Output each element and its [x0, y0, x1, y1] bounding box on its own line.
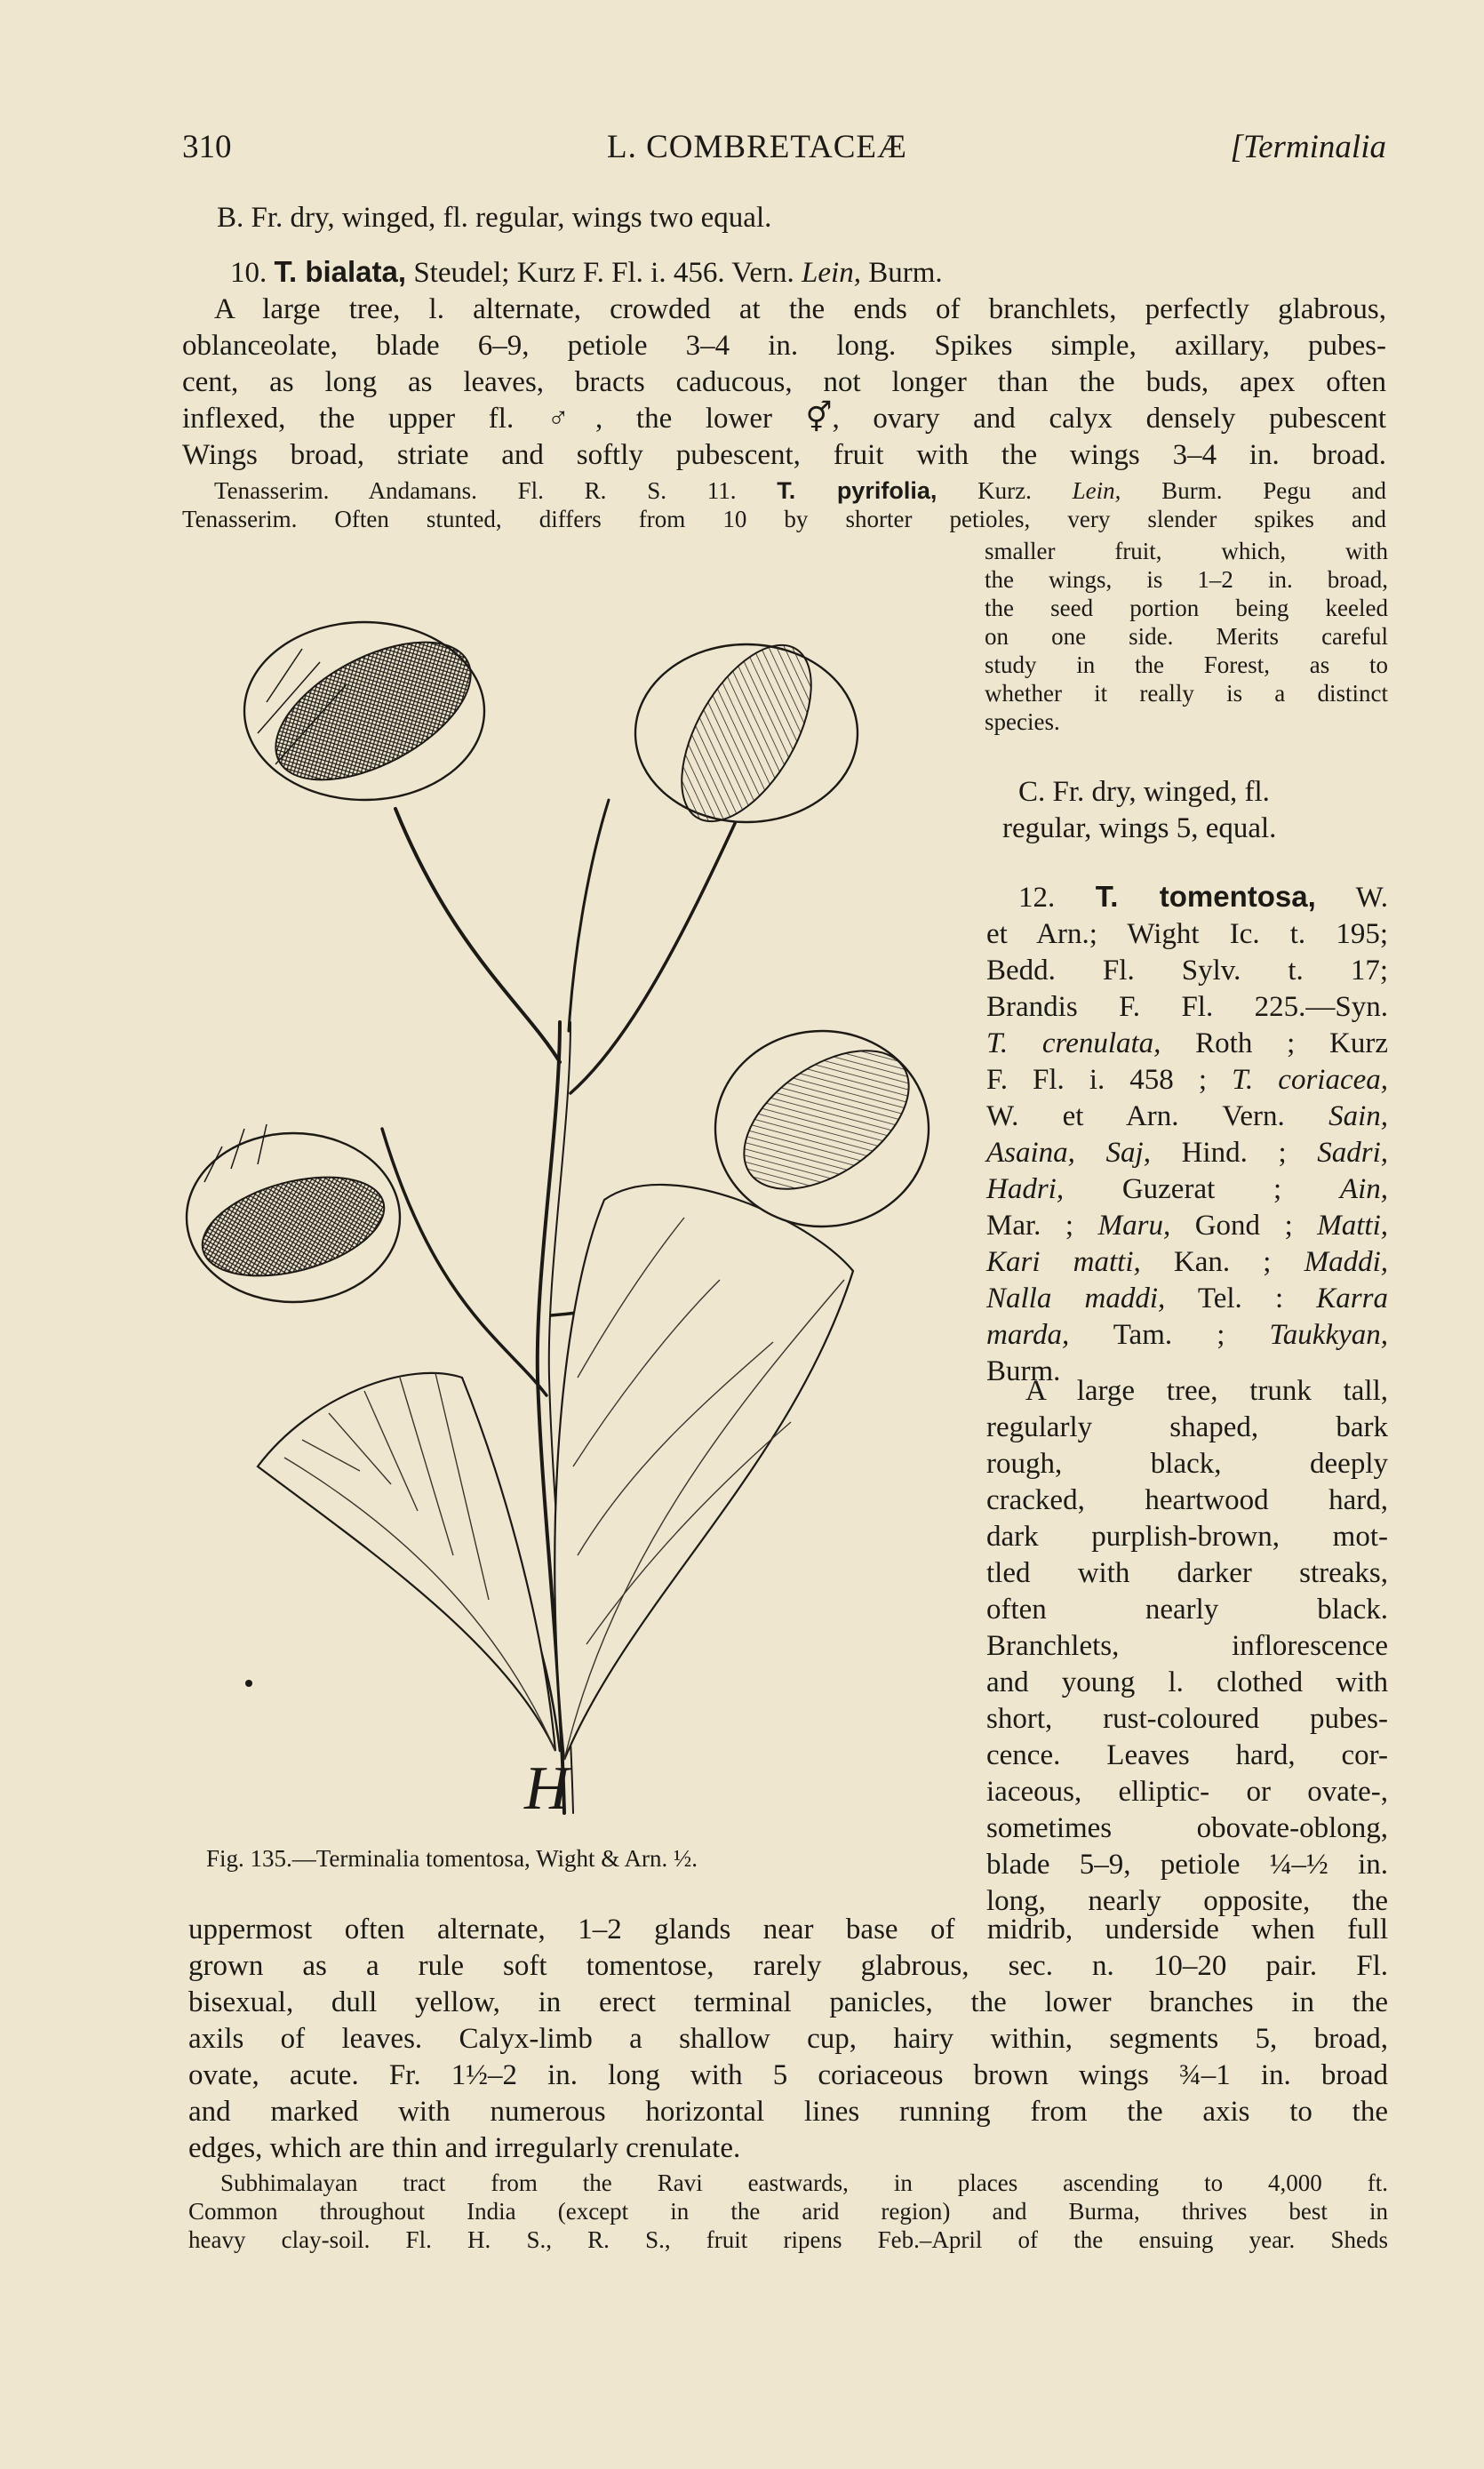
- species-10-heading: 10. T. bialata, Steudel; Kurz F. Fl. i. 456. Vern. Lein, Burm.: [230, 255, 943, 289]
- figure-caption: Fig. 135.—Terminalia tomentosa, Wight & Arn. ½.: [206, 1845, 698, 1872]
- species-12-heading: 12. T. tomentosa, W.: [1018, 880, 1388, 914]
- species-10-desc-line: A large tree, l. alternate, crowded at the ends of branchlets, perfectly glabrous,: [214, 293, 1386, 325]
- species-10-desc-line: cent, as long as leaves, bracts caducous, not longer than the buds, apex often: [182, 366, 1386, 398]
- stray-mark: [245, 1680, 252, 1687]
- species-10-locality: Tenasserim. Andamans. Fl. R. S. 11. T. pyrifolia, Kurz. Lein, Burm. Pegu and Tenasserim. Often stunted, differs from 10 by shorter petioles, very slender spikes and: [182, 477, 1386, 532]
- species-10-desc-line: inflexed, the upper fl. ♂, the lower ⚥, ovary and calyx densely pubescent: [182, 403, 1386, 435]
- family-title: L. COMBRETACEÆ: [607, 129, 907, 165]
- species-12-name: T. tomentosa,: [1095, 880, 1316, 913]
- running-header: [182, 128, 1386, 172]
- artist-signature: H: [524, 1754, 570, 1823]
- species-10-desc-line: oblanceolate, blade 6–9, petiole 3–4 in. long. Spikes simple, axillary, pubes-: [182, 330, 1386, 362]
- terminalia-illustration: [169, 578, 960, 1858]
- species-12-synonyms: 12. T. tomentosa, W. et Arn.; Wight Ic. t. 195; Bedd. Fl. Sylv. t. 17; Brandis F. Fl. 225.—Syn. T. crenulata, Roth ; Kurz F. Fl. i. 458 ; T. coriacea, W. et Arn. Vern. Sain, Asaina, Saj, Hind. ; Sadri, Hadri, Guzerat ; Ain, Mar. ; Maru, Gond ; Matti, Kari matti, Kan. ; Maddi, Nalla maddi, Tel. : Karra marda, Tam. ; Taukkyan, Burm.: [986, 880, 1389, 1387]
- section-c-heading: C. Fr. dry, winged, fl. regular, wings 5, equal.: [1002, 776, 1277, 844]
- species-10-name: T. bialata,: [274, 255, 407, 288]
- page-number: 310: [182, 129, 232, 165]
- genus-title: [Terminalia: [1230, 129, 1386, 165]
- species-12-description-wide: uppermost often alternate, 1–2 glands near base of midrib, underside when full grown as a rule soft tomentose, rarely glabrous, sec. n. 10–20 pair. Fl. bisexual, dull yellow, in erect terminal panicles, the lower branches in the axils of leaves. Calyx-limb a shallow cup, hairy within, segments 5, broad, ovate, acute. Fr. 1½–2 in. long with 5 coriaceous brown wings ¾–1 in. broad and marked with numerous horizontal lines running from the axis to the edges, which are thin and irregularly crenulate.: [188, 1914, 1388, 2164]
- species-11-notes: smaller fruit, which, with the wings, is 1–2 in. broad, the seed portion being keeled on one side. Merits careful study in the Forest, as to whether it really is a distinct species.: [985, 538, 1388, 735]
- species-12-distribution: Subhimalayan tract from the Ravi eastwards, in places ascending to 4,000 ft. Common throughout India (except in the arid region) and Burma, thrives best in heavy clay-soil. Fl. H. S., R. S., fruit ripens Feb.–April of the ensuing year. Sheds: [188, 2169, 1388, 2253]
- species-10-entry: [182, 253, 1386, 474]
- species-11-name: T. pyrifolia,: [777, 477, 937, 504]
- species-10-desc-line: Wings broad, striate and softly pubescent, fruit with the wings 3–4 in. broad.: [182, 439, 1386, 471]
- section-b-heading: B. Fr. dry, winged, fl. regular, wings two equal.: [217, 202, 772, 234]
- species-12-description: A large tree, trunk tall, regularly shaped, bark rough, black, deeply cracked, heartwood hard, dark purplish-brown, mot- tled with darker streaks, often nearly black. Branchlets, inflorescence and young l. clothed with short, rust-coloured pubes- cence. Leaves hard, cor- iaceous, elliptic- or ovate-, sometimes obovate-oblong, blade 5–9, petiole ¼–½ in. long, nearly opposite, the: [986, 1375, 1388, 1917]
